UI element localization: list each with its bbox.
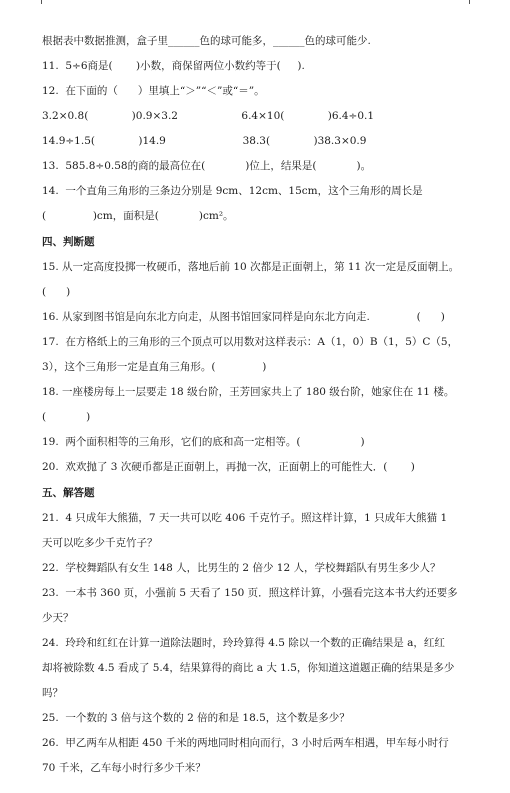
- question-24-cont2: 吗？: [42, 687, 63, 699]
- corner-mark: [41, 0, 42, 4]
- section-heading-solutions: 五、解答题: [42, 487, 95, 499]
- question-21-cont: 天可以吃多少千克竹子？: [42, 537, 158, 549]
- question-17-cont: 3），这个三角形一定是直角三角形。( ): [42, 361, 267, 373]
- question-15-cont: ( ): [42, 286, 71, 298]
- question-12: 12. 在下面的（ ）里填上“＞”“＜”或“＝”。: [42, 85, 265, 97]
- question-18: 18. 一座楼房每上一层要走 18 级台阶，王芳回家共上了 180 级台阶，她家住在 11 楼。: [42, 386, 455, 398]
- question-16: 16. 从家到图书馆是向东北方向走，从图书馆回家同样是向东北方向走. ( ): [42, 311, 445, 323]
- question-23-cont: 少天？: [42, 612, 74, 624]
- text-line: 根据表中数据推测，盒子里______色的球可能多，______色的球可能少.: [42, 35, 371, 47]
- question-11: 11. 5÷6商是( )小数，商保留两位小数约等于( ).: [42, 60, 305, 72]
- question-26-cont: 70 千米，乙车每小时行多少千米？: [42, 762, 206, 774]
- compare-row-1: 3.2×0.8( )0.9×3.2 6.4×10( )6.4÷0.1: [42, 110, 375, 122]
- question-15: 15. 从一定高度投掷一枚硬币，落地后前 10 次都是正面朝上，第 11 次一定是反面朝上。: [42, 261, 460, 273]
- question-24: 24. 玲玲和红红在计算一道除法题时，玲玲算得 4.5 除以一个数的正确结果是 a，红红: [42, 637, 445, 649]
- question-23: 23. 一本书 360 页，小强前 5 天看了 150 页．照这样计算，小强看完这本书大约还要多: [42, 587, 458, 599]
- question-26: 26. 甲乙两车从相距 450 千米的两地同时相向而行，3 小时后两车相遇，甲车每小时行: [42, 737, 449, 749]
- question-21: 21. 4 只成年大熊猫，7 天一共可以吃 406 千克竹子。照这样计算，1 只成年大熊猫 1: [42, 512, 448, 524]
- question-14: 14. 一个直角三角形的三条边分别是 9cm、12cm、15cm，这个三角形的周长是: [42, 185, 423, 197]
- question-17: 17. 在方格纸上的三角形的三个顶点可以用数对这样表示：A（1，0）B（1，5）C（5，: [42, 336, 459, 348]
- question-19: 19. 两个面积相等的三角形，它们的底和高一定相等。( ): [42, 436, 365, 448]
- question-24-cont: 却将被除数 4.5 看成了 5.4，结果算得的商比 a 大 1.5，你知道这道题正确的结果是多少: [42, 662, 455, 674]
- question-22: 22. 学校舞蹈队有女生 148 人，比男生的 2 倍少 12 人，学校舞蹈队有男生多少人？: [42, 562, 441, 574]
- question-25: 25. 一个数的 3 倍与这个数的 2 倍的和是 18.5，这个数是多少？: [42, 712, 350, 724]
- section-heading-judgment: 四、判断题: [42, 236, 95, 248]
- compare-row-2: 14.9÷1.5( )14.9 38.3( )38.3×0.9: [42, 135, 367, 147]
- corner-mark: [469, 0, 470, 4]
- question-18-cont: ( ): [42, 411, 91, 423]
- question-14-cont: ( )cm，面积是( )cm²。: [42, 210, 234, 222]
- question-13: 13. 585.8÷0.58的商的最高位在( )位上，结果是( )。: [42, 160, 372, 172]
- question-20: 20. 欢欢抛了 3 次硬币都是正面朝上，再抛一次，正面朝上的可能性大．( ): [42, 461, 415, 473]
